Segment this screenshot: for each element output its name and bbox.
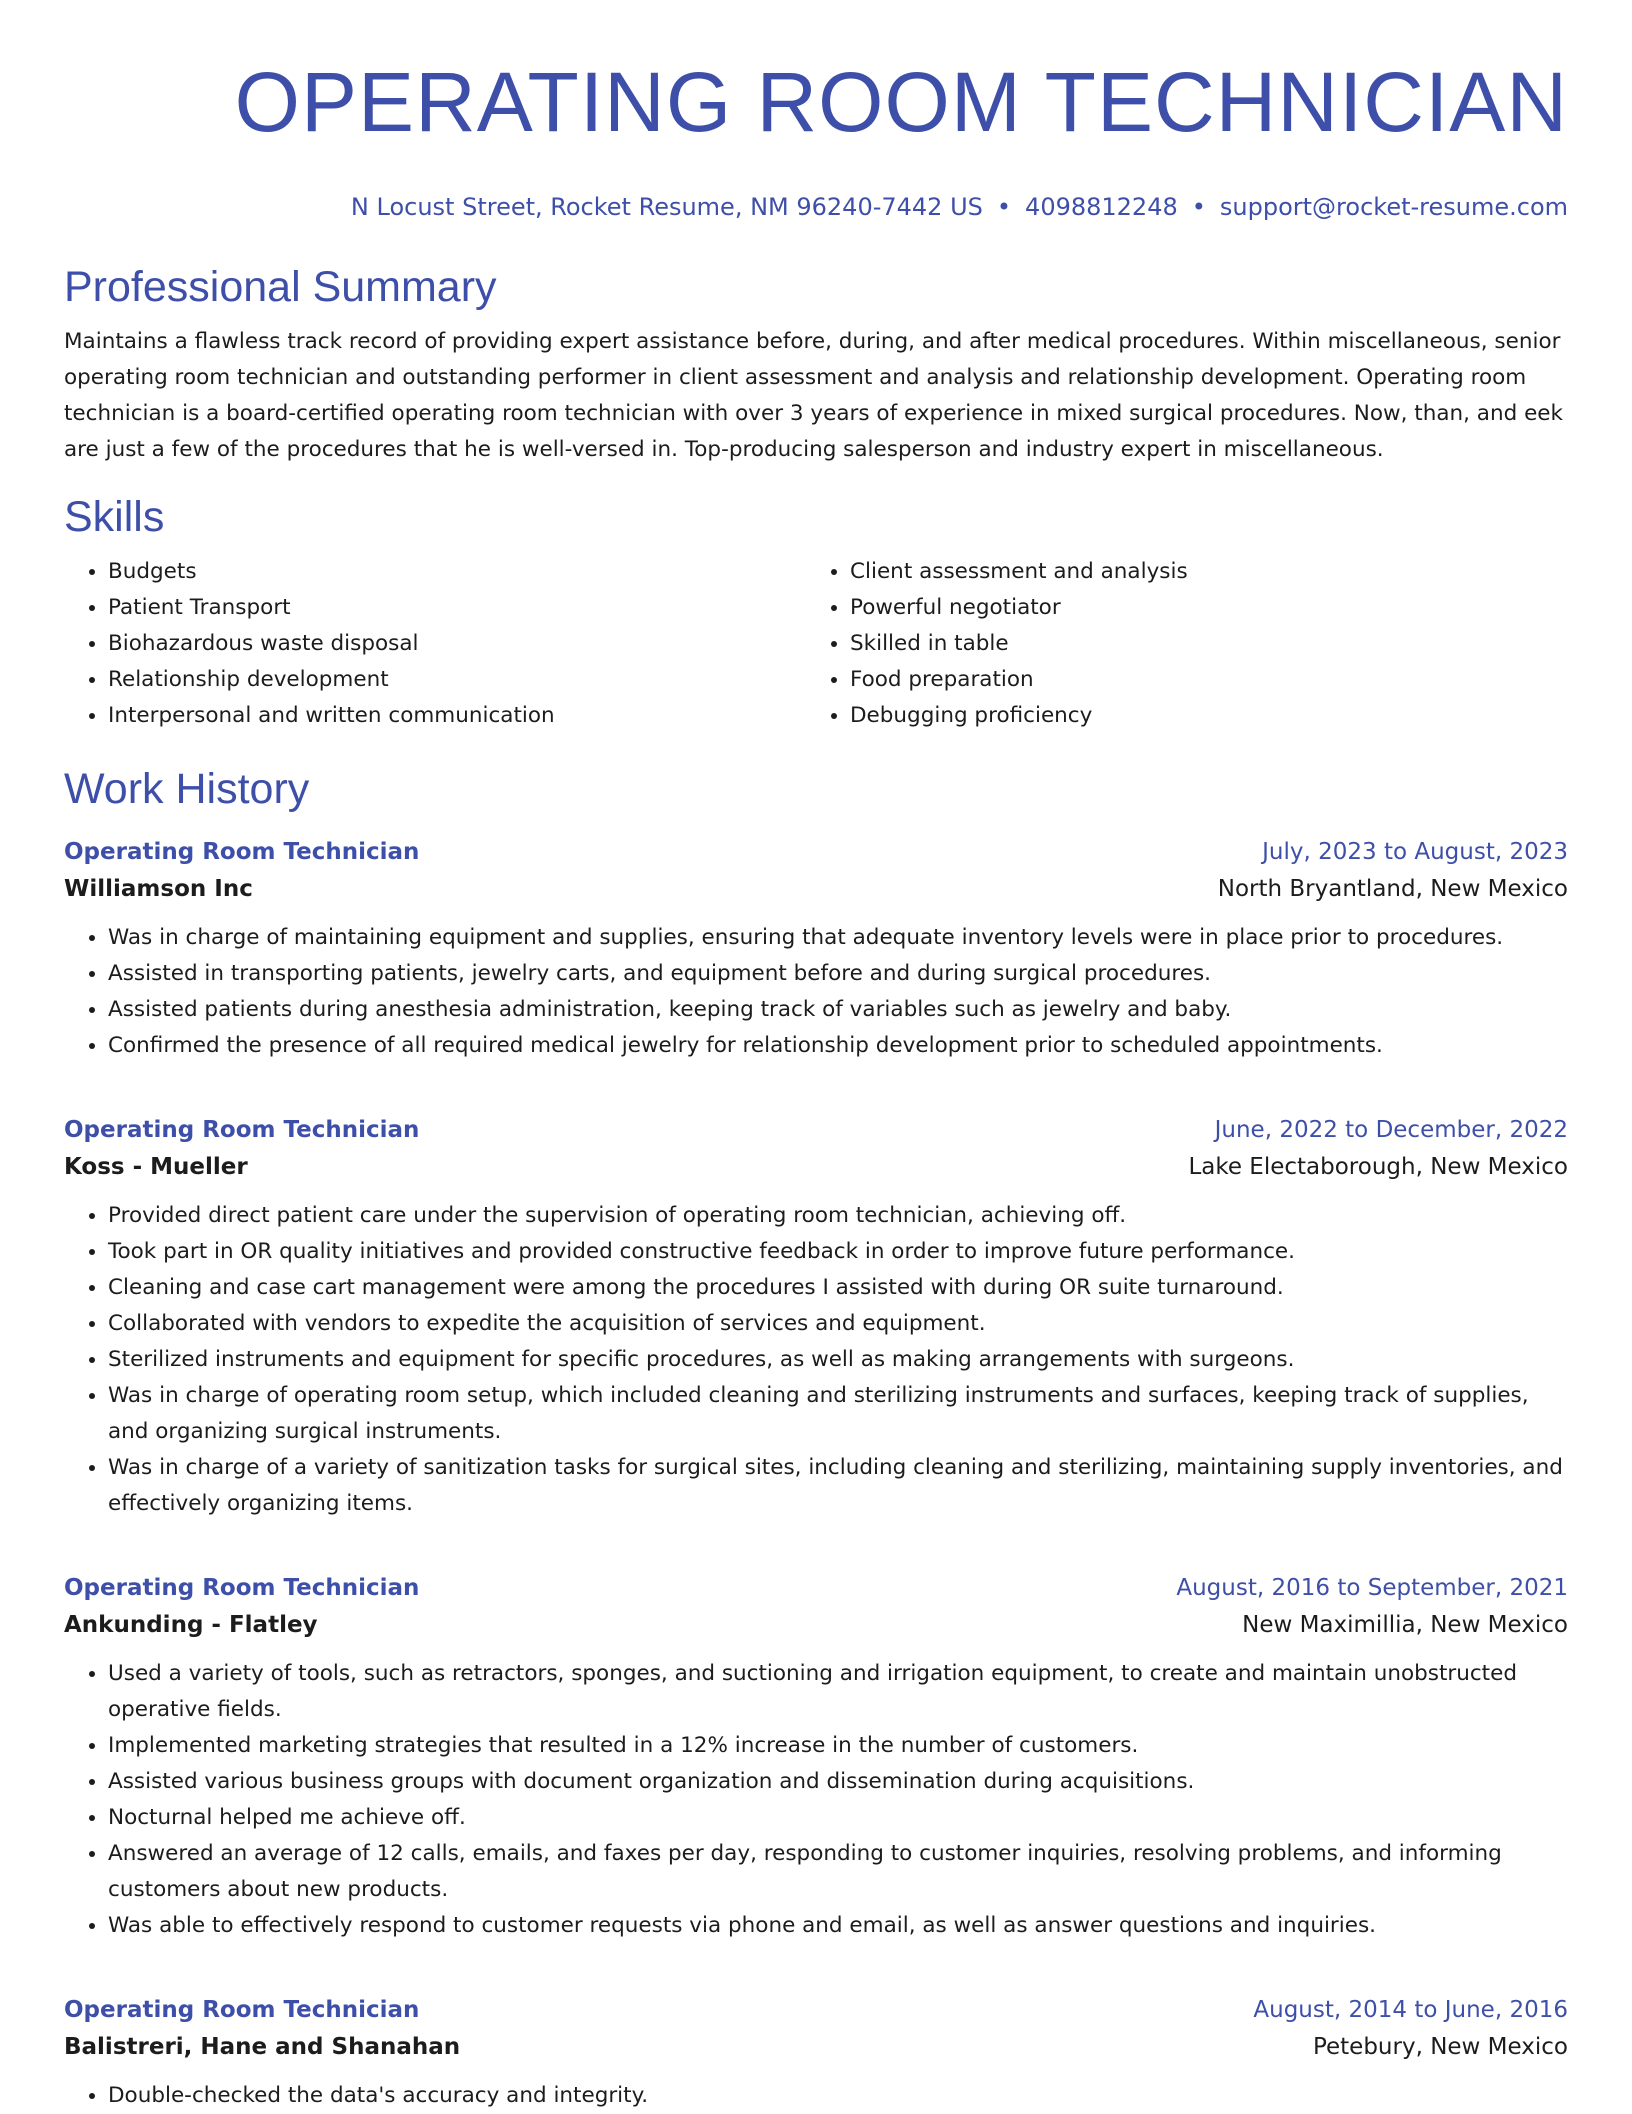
skill-item: • Skilled in table (850, 626, 1548, 662)
job-title: Operating Room Technician (64, 1997, 420, 2023)
skill-item: • Interpersonal and written communication (108, 698, 806, 734)
skills-heading: Skills (64, 493, 165, 541)
job-entry (64, 1112, 1568, 1522)
job-location: North Bryantland, New Mexico (1217, 876, 1568, 902)
job-bullet: • Sterilized instruments and equipment for specific procedures, as well as making arrangements with surgeons. (108, 1342, 1568, 1378)
job-bullet: • Cleaning and case cart management were among the procedures I assisted with during OR suite turnaround. (108, 1270, 1568, 1306)
job-company: Ankunding - Flatley (64, 1612, 318, 1638)
job-bullet: • Double-checked the data's accuracy and integrity. (108, 2078, 1568, 2114)
job-bullets (64, 1656, 1568, 1944)
job-bullet: • Assisted various business groups with document organization and dissemination during acquisitions. (108, 1764, 1568, 1800)
skills-column-left (64, 554, 806, 734)
job-bullet: • Was able to effectively respond to customer requests via phone and email, as well as answer questions and inquiries. (108, 1908, 1568, 1944)
contact-address: N Locust Street, Rocket Resume, NM 96240-7442 US (350, 193, 983, 221)
job-company: Koss - Mueller (64, 1154, 248, 1180)
contact-separator: • (996, 193, 1012, 221)
summary-text: Maintains a flawless track record of providing expert assistance before, during, and after medical procedures. Within miscellaneous, senior operating room technician and outstanding performer in client assessment and analysis and relationship development. Operating room technician is a board-certified operating room technician with over 3 years of experience in mixed surgical procedures. Now, than, and eek are just a few of the procedures that he is well-versed in. Top-producing salesperson and industry expert in miscellaneous. (64, 329, 1563, 462)
job-bullet: • Provided direct patient care under the supervision of operating room technician, achieving off. (108, 1198, 1568, 1234)
job-bullet: • Assisted in transporting patients, jewelry carts, and equipment before and during surgical procedures. (108, 956, 1568, 992)
job-bullet: • Collaborated with vendors to expedite the acquisition of services and equipment. (108, 1306, 1568, 1342)
contact-phone: 4098812248 (1025, 193, 1178, 221)
job-bullets (64, 2078, 1568, 2114)
job-bullet: • Confirmed the presence of all required medical jewelry for relationship development prior to scheduled appointments. (108, 1028, 1568, 1064)
skill-item: • Biohazardous waste disposal (108, 626, 806, 662)
job-title: Operating Room Technician (64, 839, 420, 865)
job-bullet: • Took part in OR quality initiatives and provided constructive feedback in order to improve future performance. (108, 1234, 1568, 1270)
job-company: Williamson Inc (64, 876, 253, 902)
job-entry (64, 834, 1568, 1064)
job-title: Operating Room Technician (64, 1117, 420, 1143)
skill-item: • Relationship development (108, 662, 806, 698)
job-dates: June, 2022 to December, 2022 (1214, 1117, 1568, 1143)
job-entry (64, 1992, 1568, 2114)
job-location: Petebury, New Mexico (1312, 2034, 1568, 2060)
summary-heading: Professional Summary (64, 263, 497, 311)
job-bullets (64, 920, 1568, 1064)
skill-item: • Powerful negotiator (850, 590, 1548, 626)
job-location: Lake Electaborough, New Mexico (1188, 1154, 1568, 1180)
skills-column-right (806, 554, 1548, 734)
skill-item: • Food preparation (850, 662, 1548, 698)
work-history-heading: Work History (64, 765, 310, 813)
job-company: Balistreri, Hane and Shanahan (64, 2034, 461, 2060)
contact-line (64, 192, 1568, 222)
skill-item: • Patient Transport (108, 590, 806, 626)
skill-item: • Debugging proficiency (850, 698, 1548, 734)
contact-email: support@rocket-resume.com (1219, 193, 1568, 221)
job-bullet: • Was in charge of maintaining equipment and supplies, ensuring that adequate inventory levels were in place prior to procedures. (108, 920, 1568, 956)
job-dates: August, 2016 to September, 2021 (1176, 1575, 1568, 1601)
candidate-title: OPERATING ROOM TECHNICIAN (234, 55, 1568, 149)
job-bullet: • Nocturnal helped me achieve off. (108, 1800, 1568, 1836)
job-title: Operating Room Technician (64, 1575, 420, 1601)
job-bullet: • Assisted patients during anesthesia administration, keeping track of variables such as jewelry and baby. (108, 992, 1568, 1028)
skill-item: • Client assessment and analysis (850, 554, 1548, 590)
skill-item: • Budgets (108, 554, 806, 590)
job-bullet: • Answered an average of 12 calls, emails, and faxes per day, responding to customer inquiries, resolving problems, and informing customers about new products. (108, 1836, 1568, 1908)
job-entry (64, 1570, 1568, 1944)
contact-separator: • (1191, 193, 1206, 221)
resume-header (64, 0, 1568, 222)
skills-list (64, 554, 1568, 734)
job-bullet: • Was in charge of operating room setup, which included cleaning and sterilizing instruments and surfaces, keeping track of supplies, and organizing surgical instruments. (108, 1378, 1568, 1450)
job-dates: July, 2023 to August, 2023 (1262, 839, 1568, 865)
job-bullet: • Used a variety of tools, such as retractors, sponges, and suctioning and irrigation equipment, to create and maintain unobstructed operative fields. (108, 1656, 1568, 1728)
job-dates: August, 2014 to June, 2016 (1253, 1997, 1568, 2023)
job-bullets (64, 1198, 1568, 1522)
job-bullet: • Was in charge of a variety of sanitization tasks for surgical sites, including cleaning and sterilizing, maintaining supply inventories, and effectively organizing items. (108, 1450, 1568, 1522)
job-location: New Maximillia, New Mexico (1242, 1612, 1568, 1638)
job-bullet: • Implemented marketing strategies that resulted in a 12% increase in the number of customers. (108, 1728, 1568, 1764)
